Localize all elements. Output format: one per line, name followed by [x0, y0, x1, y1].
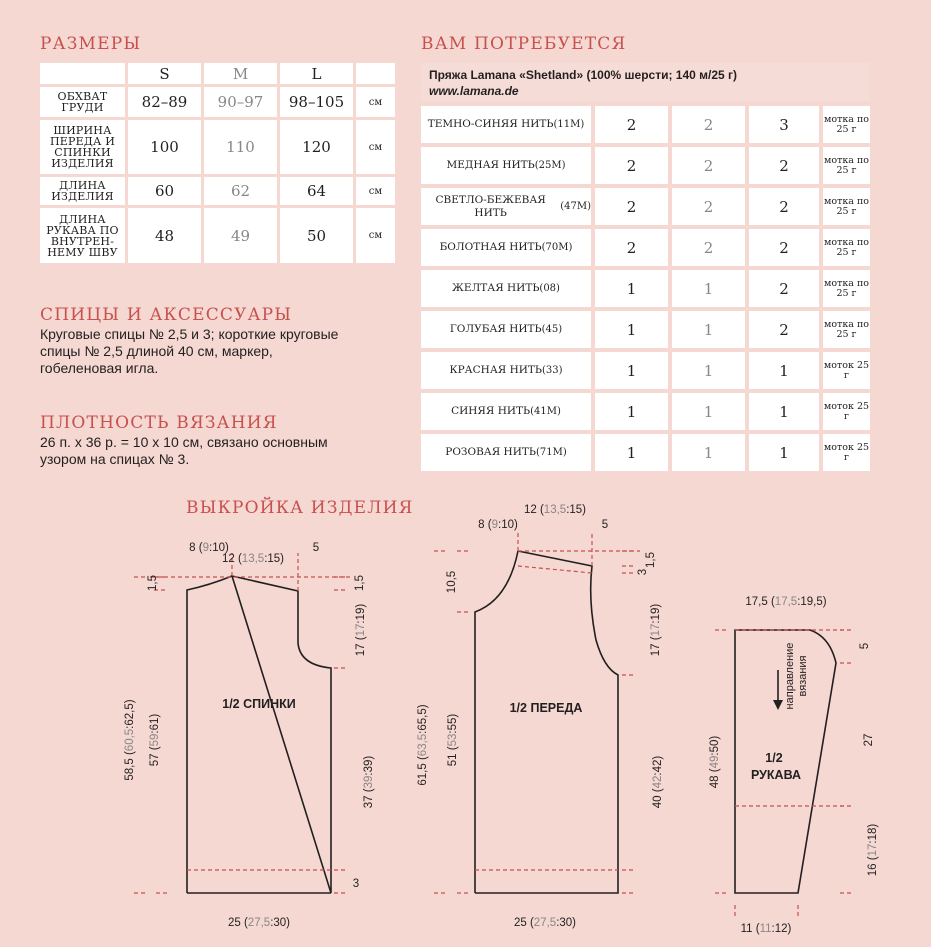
size-value-m: 49: [204, 208, 277, 263]
yarn-url: www.lamana.de: [429, 84, 519, 98]
size-row-label: ДЛИНА ИЗДЕЛИЯ: [40, 177, 125, 205]
yarn-name: ГОЛУБАЯ НИТЬ: [449, 323, 542, 335]
front-neck-depth-label: 10,5: [446, 570, 458, 594]
yarn-qty-s: 2: [595, 106, 668, 143]
yarn-qty-m: 2: [672, 188, 745, 225]
sleeve-mid-label: 27: [863, 733, 875, 747]
front-piece-label: 1/2 ПЕРЕДА: [509, 701, 583, 715]
yarn-qty-m: 1: [672, 434, 745, 471]
back-armhole-label: 17 (17:19): [355, 603, 367, 657]
yarn-qty-l: 2: [749, 188, 819, 225]
yarn-qty-m: 2: [672, 147, 745, 184]
front-outline-left: [475, 551, 518, 893]
yarn-code: (41M): [530, 406, 561, 417]
yarn-qty-l: 1: [749, 352, 819, 389]
sleeve-cap-label: 5: [859, 642, 871, 650]
size-unit: см: [356, 208, 395, 263]
yarn-qty-l: 2: [749, 229, 819, 266]
yarn-qty-l: 3: [749, 106, 819, 143]
yarn-qty-l: 1: [749, 434, 819, 471]
yarn-qty-m: 1: [672, 270, 745, 307]
back-hem-label: 3: [352, 878, 360, 890]
back-outline-left: [187, 576, 232, 893]
size-value-s: 48: [128, 208, 201, 263]
yarn-qty-s: 1: [595, 393, 668, 430]
back-piece-label: 1/2 СПИНКИ: [222, 697, 296, 711]
pattern-heading: ВЫКРОЙКА ИЗДЕЛИЯ: [186, 498, 414, 518]
sizes-heading: РАЗМЕРЫ: [40, 34, 142, 54]
size-row-label: ДЛИНА РУКАВА ПО ВНУТРЕН-НЕМУ ШВУ: [40, 208, 125, 263]
sleeve-bottom-width-label: 11 (11:12): [740, 923, 792, 935]
front-side-length-label: 51 (53:55): [447, 713, 459, 767]
back-neck-width-label: 8 (9:10): [189, 542, 229, 554]
front-shoulder-label: 5: [601, 519, 609, 531]
front-outline-right: [475, 551, 618, 893]
yarn-unit: мотка по 25 г: [823, 188, 870, 225]
front-total-length-label: 61,5 (63,5:65,5): [417, 704, 429, 786]
yarn-qty-s: 1: [595, 352, 668, 389]
size-row-label: ШИРИНА ПЕРЕДА И СПИНКИ ИЗДЕЛИЯ: [40, 120, 125, 174]
sleeve-direction-arrow-icon: [773, 700, 783, 710]
yarn-qty-s: 2: [595, 229, 668, 266]
yarn-unit: мотка по 25 г: [823, 311, 870, 348]
sleeve-length-label: 48 (49:50): [709, 735, 721, 789]
back-right-rise-label: 1,5: [354, 575, 366, 591]
sleeve-direction-label-a: направление: [784, 642, 796, 710]
needles-heading: СПИЦЫ И АКСЕССУАРЫ: [40, 305, 293, 325]
yarn-name: РОЗОВАЯ НИТЬ: [445, 446, 536, 458]
yarn-qty-m: 2: [672, 229, 745, 266]
back-left-rise-label: 1,5: [147, 575, 159, 591]
sleeve-direction-label-b: вязания: [797, 655, 809, 697]
sleeve-top-width-label: 17,5 (17,5:19,5): [745, 596, 827, 608]
front-rise-b-label: 3: [637, 568, 649, 576]
yarn-code: (45): [541, 324, 563, 335]
size-unit: см: [356, 120, 395, 174]
sleeve-piece-label-b: РУКАВА: [750, 768, 802, 782]
sleeve-lower-label: 16 (17:18): [867, 823, 879, 877]
yarn-name: КРАСНАЯ НИТЬ: [449, 364, 542, 376]
yarn-code: (08): [539, 283, 560, 294]
size-value-m: 62: [204, 177, 277, 205]
front-side-seam-label: 40 (42:42): [652, 755, 664, 809]
yarn-code: (70M): [541, 242, 573, 253]
back-bottom-width-label: 25 (27,5:30): [227, 917, 291, 929]
yarn-title: Пряжа Lamana «Shetland» (100% шерсти; 140 м/25 г): [429, 68, 738, 82]
back-outline-right: [232, 576, 331, 893]
front-bottom-width-label: 25 (27,5:30): [513, 917, 577, 929]
front-armhole-label: 17 (17:19): [650, 603, 662, 657]
yarn-qty-s: 2: [595, 188, 668, 225]
yarn-qty-l: 2: [749, 147, 819, 184]
yarn-qty-s: 1: [595, 311, 668, 348]
yarn-qty-s: 2: [595, 147, 668, 184]
yarn-qty-s: 1: [595, 270, 668, 307]
size-value-m: 90–97: [204, 87, 277, 117]
yarn-name: МЕДНАЯ НИТЬ: [446, 159, 535, 171]
yarn-name: ТЕМНО-СИНЯЯ НИТЬ: [427, 118, 554, 130]
back-top-width-label: 12 (13,5:15): [221, 553, 285, 565]
size-row-label: ОБХВАТ ГРУДИ: [40, 87, 125, 117]
back-total-length-label: 58,5 (60,5:62,5): [124, 699, 136, 781]
gauge-heading: ПЛОТНОСТЬ ВЯЗАНИЯ: [40, 413, 278, 433]
yarn-qty-s: 1: [595, 434, 668, 471]
yarn-name: СВЕТЛО-БЕЖЕВАЯ НИТЬ: [435, 193, 546, 219]
size-value-l: 64: [280, 177, 353, 205]
yarn-code: (33): [541, 365, 563, 376]
size-value-m: 110: [204, 120, 277, 174]
needles-text: Круговые спицы № 2,5 и 3; короткие круговые спицы № 2,5 длиной 40 см, маркер, гобеленовая игла.: [40, 326, 339, 376]
yarn-qty-m: 2: [672, 106, 745, 143]
size-value-l: 120: [280, 120, 353, 174]
yarn-unit: мотка по 25 г: [823, 147, 870, 184]
yarn-qty-m: 1: [672, 393, 745, 430]
gauge-text: 26 п. x 36 р. = 10 x 10 см, связано основным узором на спицах № 3.: [40, 434, 328, 467]
front-neck-dash: [518, 566, 592, 573]
size-value-s: 100: [128, 120, 201, 174]
yarn-qty-m: 1: [672, 311, 745, 348]
back-shoulder-label: 5: [312, 542, 320, 554]
yarn-name: БОЛОТНАЯ НИТЬ: [439, 241, 542, 253]
back-side-seam-label: 37 (39:39): [363, 755, 375, 809]
size-header-m: M: [204, 63, 277, 84]
size-value-l: 50: [280, 208, 353, 263]
yarn-unit: моток 25 г: [823, 352, 870, 389]
yarn-code: (47M): [560, 201, 591, 212]
size-value-s: 60: [128, 177, 201, 205]
yarn-unit: мотка по 25 г: [823, 270, 870, 307]
size-header-s: S: [128, 63, 201, 84]
yarn-code: (71M): [535, 447, 567, 458]
yarn-qty-m: 1: [672, 352, 745, 389]
yarn-unit: моток 25 г: [823, 393, 870, 430]
yarn-name: ЖЕЛТАЯ НИТЬ: [452, 282, 540, 294]
yarn-name: СИНЯЯ НИТЬ: [451, 405, 531, 417]
size-header-l: L: [280, 63, 353, 84]
yarn-unit: мотка по 25 г: [823, 106, 870, 143]
front-top-width-label: 12 (13,5:15): [523, 504, 587, 516]
sleeve-piece-label-a: 1/2: [765, 751, 783, 765]
size-unit: см: [356, 87, 395, 117]
back-side-length-label: 57 (59:61): [149, 713, 161, 767]
materials-heading: ВАМ ПОТРЕБУЕТСЯ: [421, 34, 627, 54]
yarn-qty-l: 1: [749, 393, 819, 430]
yarn-qty-l: 2: [749, 270, 819, 307]
yarn-unit: мотка по 25 г: [823, 229, 870, 266]
yarn-qty-l: 2: [749, 311, 819, 348]
size-value-l: 98–105: [280, 87, 353, 117]
yarn-unit: моток 25 г: [823, 434, 870, 471]
front-neck-width-label: 8 (9:10): [478, 519, 518, 531]
size-unit: см: [356, 177, 395, 205]
front-rise-a-label: 1,5: [645, 552, 657, 568]
size-value-s: 82–89: [128, 87, 201, 117]
yarn-code: (25M): [534, 160, 566, 171]
yarn-code: (11M): [553, 119, 585, 130]
